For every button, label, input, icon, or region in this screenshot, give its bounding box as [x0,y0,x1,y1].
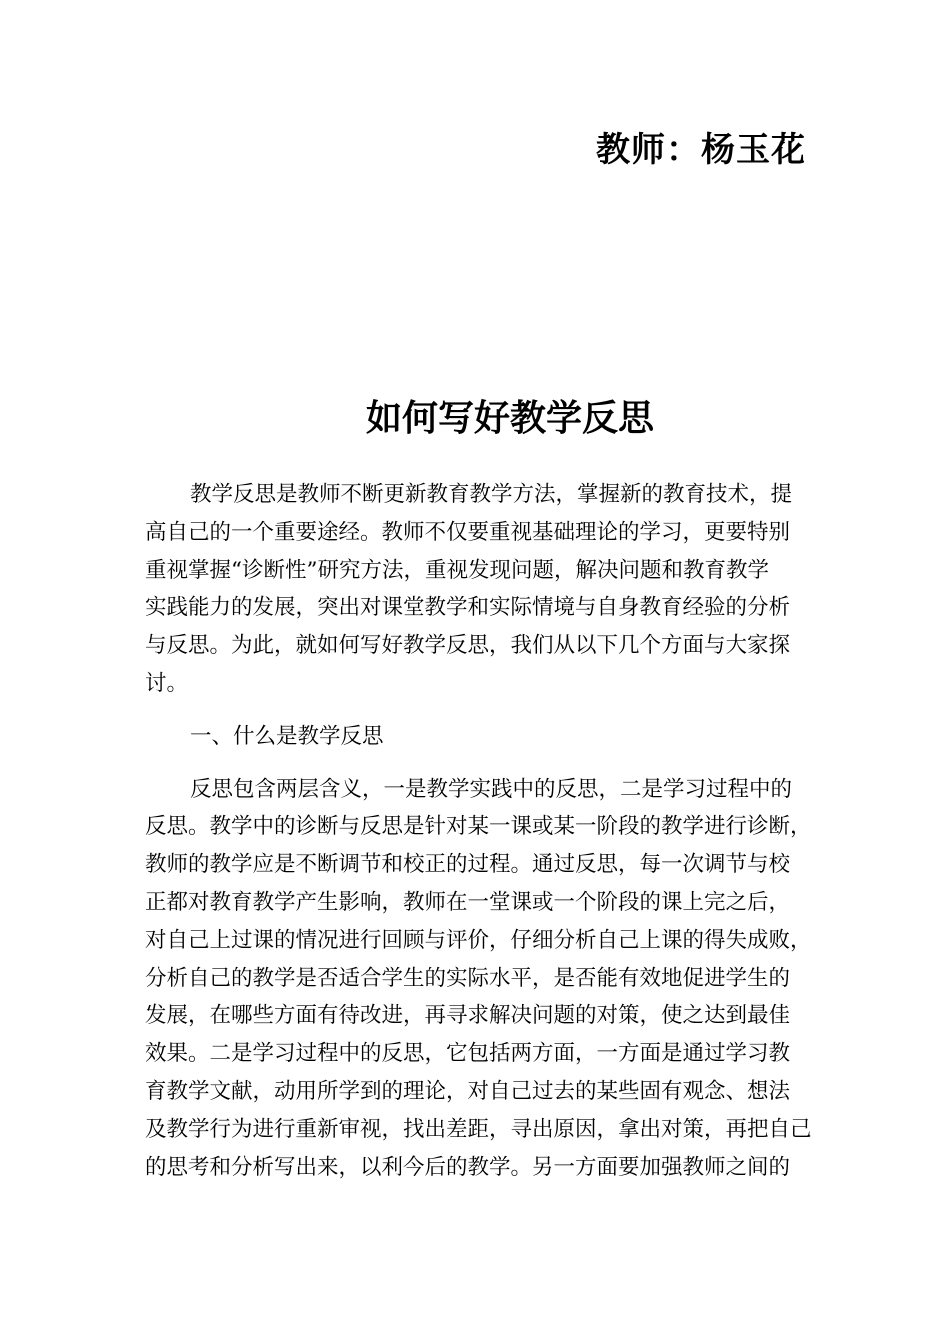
text-line: 及教学行为进行重新审视，找出差距，寻出原因，拿出对策，再把自己 [145,1116,812,1142]
text-line: 高自己的一个重要途经。教师不仅要重视基础理论的学习，更要特别 [145,519,791,545]
text-line: 实践能力的发展，突出对课堂教学和实际情境与自身教育经验的分析 [145,595,791,621]
author-line: 教师：杨玉花 [596,130,806,170]
text-line: 反思。教学中的诊断与反思是针对某一课或某一阶段的教学进行诊断， [145,814,812,840]
paragraph-intro [145,476,813,703]
text-line: 效果。二是学习过程中的反思，它包括两方面，一方面是通过学习教 [145,1041,791,1067]
paragraph-gap [145,703,813,718]
text-line: 教学反思是教师不断更新教育教学方法，掌握新的教育技术，提 [190,482,793,507]
paragraph-body [145,771,813,1187]
document-body [145,476,813,1186]
paragraph-gap [145,756,813,771]
text-line: 分析自己的教学是否适合学生的实际水平，是否能有效地促进学生的 [145,965,791,991]
text-line: 正都对教育教学产生影响，教师在一堂课或一个阶段的课上完之后， [145,889,791,915]
text-line: 对自己上过课的情况进行回顾与评价，仔细分析自己上课的得失成败， [145,927,812,953]
text-line: 与反思。为此，就如何写好教学反思，我们从以下几个方面与大家探 [145,633,791,659]
text-line: 教师的教学应是不断调节和校正的过程。通过反思，每一次调节与校 [145,852,791,878]
text-line: 反思包含两层含义，一是教学实践中的反思，二是学习过程中的 [190,776,793,802]
text-line: 重视掌握“诊断性”研究方法，重视发现问题，解决问题和教育教学 [145,557,769,583]
text-line: 的思考和分析写出来，以利今后的教学。另一方面要加强教师之间的 [145,1154,791,1180]
text-line: 讨。 [145,670,189,696]
document-title: 如何写好教学反思 [365,397,654,439]
text-line: 育教学文献，动用所学到的理论，对自己过去的某些固有观念、想法 [145,1078,791,1104]
text-line: 发展，在哪些方面有待改进，再寻求解决问题的对策，使之达到最佳 [145,1003,791,1029]
text-line: 一、什么是教学反思 [190,723,384,749]
section-heading [145,718,813,756]
